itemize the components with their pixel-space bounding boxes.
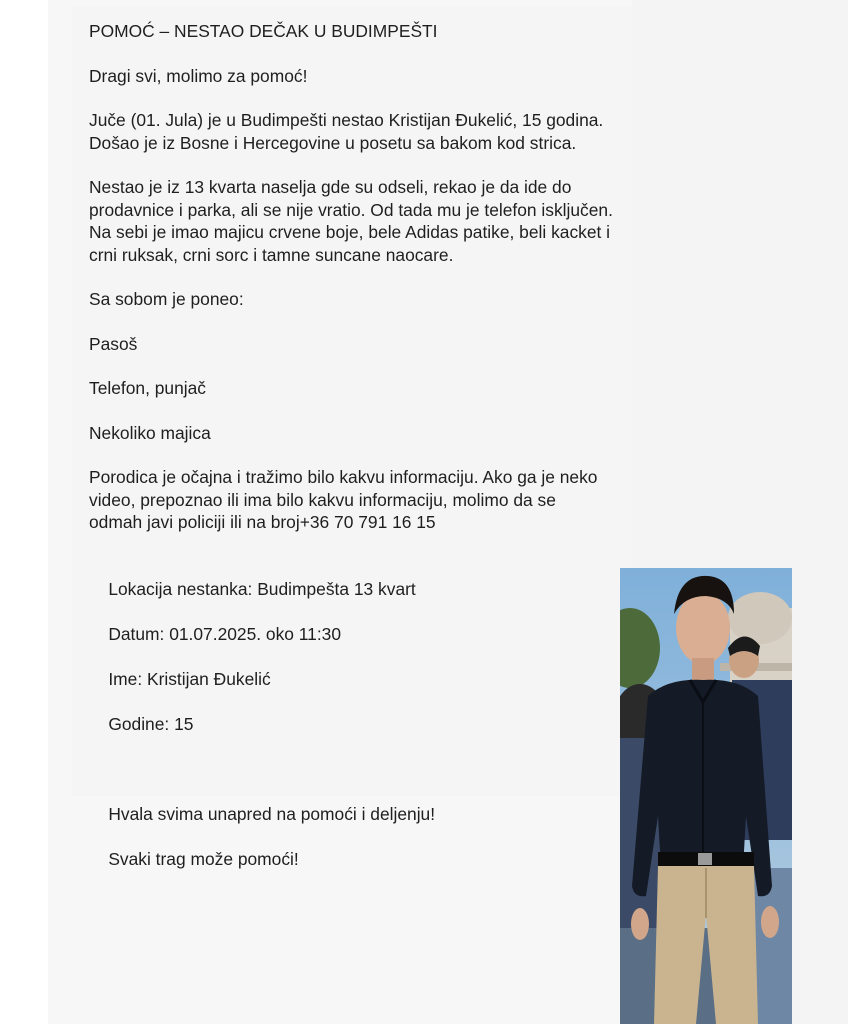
missing-person-post (89, 20, 629, 915)
post-paragraph-disappearance: Juče (01. Jula) je u Budimpešti nestao Kristijan Đukelić, 15 godina. Došao je iz Bosne i Hercegovine u posetu sa bakom kod strica. (89, 110, 609, 153)
detail-name: Ime: Kristijan Đukelić (108, 669, 271, 689)
closing-every-clue: Svaki trag može pomoći! (108, 848, 299, 869)
post-item-passport: Pasoš (89, 333, 138, 354)
detail-location: Lokacija nestanka: Budimpešta 13 kvart (108, 579, 416, 599)
post-greeting: Dragi svi, molimo za pomoć! (89, 65, 308, 86)
closing-thanks: Hvala svima unapred na pomoći i deljenju! (108, 803, 436, 824)
missing-person-photo (620, 568, 792, 1024)
post-item-shirts: Nekoliko majica (89, 422, 211, 443)
post-details (89, 556, 629, 759)
detail-age: Godine: 15 (108, 714, 194, 734)
post-appeal: Porodica je očajna i tražimo bilo kakvu informaciju. Ako ga je neko video, prepoznao ili ima bilo kakvu informaciju, molimo da se odmah javi policiji ili na broj+36 70 791 16 15 (89, 467, 603, 532)
post-paragraph-description: Nestao je iz 13 kvarta naselja gde su odseli, rekao je da ide do prodavnice i parka, ali se nije vratio. Od tada mu je telefon isključen. Na sebi je imao majicu crvene boje, bele Adidas patike, beli kacket i crni ruksak, crni sorc i tamne suncane naocare. (89, 177, 618, 265)
post-closing (89, 780, 629, 893)
detail-date: Datum: 01.07.2025. oko 11:30 (108, 624, 342, 644)
post-title: POMOĆ – NESTAO DEČAK U BUDIMPEŠTI (89, 21, 438, 41)
post-item-phone: Telefon, punjač (89, 378, 206, 398)
post-items-intro: Sa sobom je poneo: (89, 289, 244, 309)
